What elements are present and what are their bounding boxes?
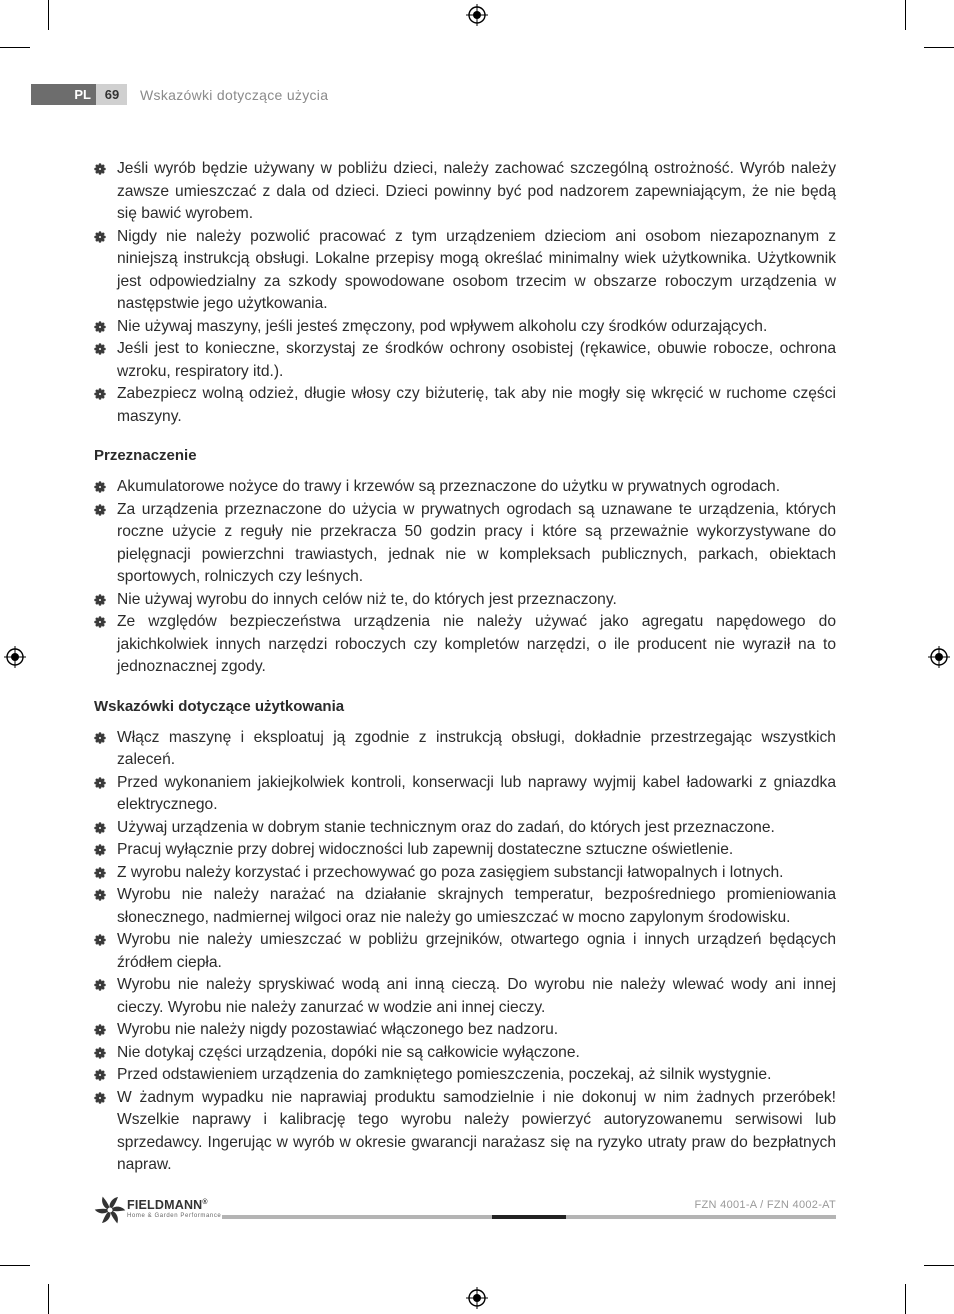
list-item [94, 476, 836, 499]
list-item-text: Używaj urządzenia w dobrym stanie technicznym oraz do zadań, do których jest przeznaczone. [117, 818, 775, 836]
gear-flower-bullet-icon [94, 1069, 106, 1081]
list-item-text: Za urządzenia przeznaczone do użycia w prywatnych ogrodach są uznawane te urządzenia, których roczne użycie z reguły nie przekracza 50 godzin pracy i które są przeważnie wykorzystywane do pielęgnacji powierzchni trawiastych, jednak nie w kompleksach publicznych, parkach, obiektach sportowych, rolniczych czy leśnych. [117, 500, 836, 585]
list-item-text: W żadnym wypadku nie naprawiaj produktu samodzielnie i nie dokonuj w nim żadnych przeróbek! Wszelkie naprawy i kalibrację tego wyrobu należy powierzyć autoryzowanemu serwisowi lub sprzedawcy. Ingerując w wyrób w okresie gwarancji narażasz się na ryzyko utraty praw do bezpłatnych napraw. [117, 1088, 836, 1173]
crop-mark [924, 47, 954, 48]
gear-flower-bullet-icon [94, 343, 106, 355]
gear-flower-bullet-icon [94, 504, 106, 516]
list-item-text: Pracuj wyłącznie przy dobrej widoczności lub zapewnij dostateczne sztuczne oświetlenie. [117, 841, 734, 858]
gear-flower-bullet-icon [94, 934, 106, 946]
list-item [94, 338, 836, 383]
list-item-text: Zabezpiecz wolną odzież, długie włosy czy biżuterię, tak aby nie mogły się wkręcić w ruchome części maszyny. [117, 385, 836, 425]
page-content [94, 158, 836, 1177]
list-item [94, 929, 836, 974]
gear-flower-bullet-icon [94, 594, 106, 606]
gear-flower-bullet-icon [94, 732, 106, 744]
registration-mark-icon [466, 1287, 488, 1309]
list-item [94, 383, 836, 428]
footer-rule-accent [492, 1215, 566, 1219]
brand-tagline: Home & Garden Performance [127, 1213, 222, 1219]
list-item-text: Jeśli jest to konieczne, skorzystaj ze środków ochrony osobistej (rękawice, obuwie robocze, ochrona wzroku, respiratory itd.). [117, 340, 836, 380]
registration-mark-icon [4, 646, 26, 668]
gear-flower-bullet-icon [94, 889, 106, 901]
list-item-text: Włącz maszynę i eksploatuj ją zgodnie z instrukcją obsługi, dokładnie przestrzegając wszystkich zaleceń. [117, 728, 836, 768]
list-item [94, 316, 836, 339]
registration-mark-icon [466, 4, 488, 26]
list-item [94, 1064, 836, 1087]
list-item [94, 1019, 836, 1042]
gear-flower-bullet-icon [94, 231, 106, 243]
gear-flower-bullet-icon [94, 979, 106, 991]
fieldmann-fan-logo-icon [94, 1194, 126, 1226]
list-item-text: Nie używaj wyrobu do innych celów niż te, do których jest przeznaczony. [117, 590, 617, 608]
crop-mark [0, 1265, 30, 1266]
gear-flower-bullet-icon [94, 1024, 106, 1036]
list-item-text: Wyrobu nie należy umieszczać w pobliżu grzejników, otwartego ognia i innych urządzeń będących źródłem ciepła. [117, 931, 836, 971]
registration-mark-icon [928, 646, 950, 668]
gear-flower-bullet-icon [94, 777, 106, 789]
crop-mark [48, 1284, 49, 1314]
list-item [94, 589, 836, 612]
brand-name: FIELDMANN® [127, 1198, 208, 1212]
language-tab: PL [31, 84, 96, 105]
section-heading-purpose: Przeznaczenie [94, 447, 197, 464]
gear-flower-bullet-icon [94, 616, 106, 628]
list-item [94, 1042, 836, 1065]
list-item [94, 974, 836, 1019]
list-item-text: Jeśli wyrób będzie używany w pobliżu dzieci, należy zachować szczególną ostrożność. Wyrób należy zawsze umieszczać z dala od dzieci. Dzieci powinny być pod nadzorem zapewniającym, że nie będą się bawić wyrobem. [117, 160, 836, 222]
section-heading-usage: Wskazówki dotyczące użytkowania [94, 697, 345, 715]
gear-flower-bullet-icon [94, 163, 106, 175]
crop-mark [905, 1284, 906, 1314]
list-item-text: Nie dotykaj części urządzenia, dopóki nie są całkowicie wyłączone. [117, 1043, 580, 1061]
list-item-text: Wyrobu nie należy spryskiwać wodą ani inną cieczą. Do wyrobu nie należy wlewać wody ani innej cieczy. Wyrobu nie należy zanurzać w wodzie ani innej cieczy. [117, 976, 836, 1016]
gear-flower-bullet-icon [94, 867, 106, 879]
section-title: Wskazówki dotyczące użycia [140, 87, 329, 103]
crop-mark [48, 0, 49, 30]
gear-flower-bullet-icon [94, 481, 106, 493]
crop-mark [924, 1265, 954, 1266]
model-number: FZN 4001-A / FZN 4002-AT [694, 1199, 836, 1211]
list-item [94, 817, 836, 840]
list-item-text: Nigdy nie należy pozwolić pracować z tym urządzeniem dzieciom ani osobom niezapoznanym z niniejszą instrukcją obsługi. Lokalne przepisy mogą określać minimalny wiek użytkownika. Użytkownik jest odpowiedzialny za szkody spowodowane osobom trzecim w obszarze roboczym urządzenia w następstwie jego użytkowania. [117, 227, 836, 312]
list-item [94, 1087, 836, 1177]
list-item-text: Z wyrobu należy korzystać i przechowywać go poza zasięgiem substancji łatwopalnych i lotnych. [117, 863, 784, 881]
purpose-list [94, 476, 836, 679]
list-item [94, 862, 836, 885]
gear-flower-bullet-icon [94, 388, 106, 400]
list-item [94, 611, 836, 679]
crop-mark [905, 0, 906, 30]
gear-flower-bullet-icon [94, 844, 106, 856]
list-item-text: Ze względów bezpieczeństwa urządzenia nie należy używać jako agregatu napędowego do jakichkolwiek innych narzędzi roboczych czy kompletów narzędzi, o ile producent nie wyraził na to jednoznacznej zgody. [117, 613, 836, 675]
list-item-text: Przed wykonaniem jakiejkolwiek kontroli, konserwacji lub naprawy wyjmij kabel ładowarki z gniazdka elektrycznego. [117, 773, 836, 813]
list-item-text: Wyrobu nie należy nigdy pozostawiać włączonego bez nadzoru. [117, 1021, 559, 1038]
list-item [94, 727, 836, 772]
usage-list [94, 727, 836, 1177]
list-item-text: Nie używaj maszyny, jeśli jesteś zmęczony, pod wpływem alkoholu czy środków odurzających. [117, 317, 768, 335]
gear-flower-bullet-icon [94, 1047, 106, 1059]
list-item [94, 884, 836, 929]
gear-flower-bullet-icon [94, 822, 106, 834]
list-item [94, 772, 836, 817]
list-item [94, 839, 836, 862]
crop-mark [0, 47, 30, 48]
list-item-text: Przed odstawieniem urządzenia do zamkniętego pomieszczenia, poczekaj, aż silnik wystygnie. [117, 1066, 772, 1083]
page-number: 69 [104, 87, 120, 102]
list-item [94, 158, 836, 226]
list-item-text: Akumulatorowe nożyce do trawy i krzewów są przeznaczone do użytku w prywatnych ogrodach. [117, 478, 781, 495]
list-item [94, 499, 836, 589]
list-item-text: Wyrobu nie należy narażać na działanie skrajnych temperatur, bezpośredniego promieniowania słonecznego, nadmiernej wilgoci oraz nie należy go umieszczać w mocno zapylonym środowisku. [117, 886, 836, 926]
registered-mark: ® [202, 1198, 208, 1206]
intro-list [94, 158, 836, 428]
list-item [94, 226, 836, 316]
gear-flower-bullet-icon [94, 321, 106, 333]
gear-flower-bullet-icon [94, 1092, 106, 1104]
